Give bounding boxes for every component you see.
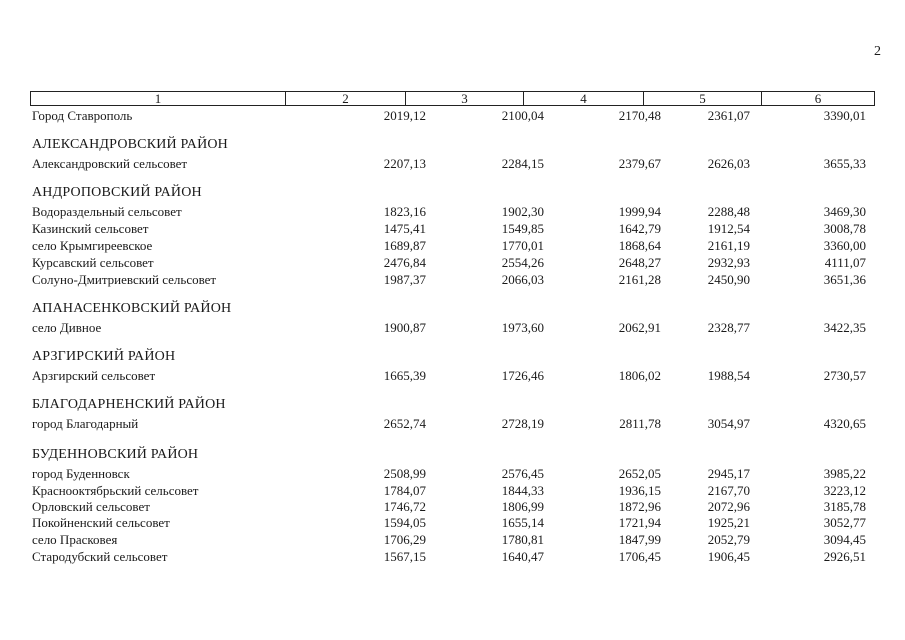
- row-value-col-3: 2576,45: [501, 466, 544, 481]
- table-row: [30, 204, 875, 220]
- row-value-col-4: 1872,96: [618, 499, 661, 514]
- row-value-col-4: 2811,78: [619, 416, 661, 431]
- row-value-col-2: 1900,87: [383, 320, 426, 335]
- row-value-col-6: 3422,35: [823, 320, 866, 335]
- row-name: Орловский сельсовет: [32, 499, 150, 514]
- row-name: город Благодарный: [32, 416, 139, 431]
- row-value-col-5: 2288,48: [707, 204, 750, 219]
- row-name: город Буденновск: [32, 466, 130, 481]
- row-value-col-5: 1988,54: [707, 368, 750, 383]
- row-value-col-4: 1936,15: [618, 483, 661, 498]
- header-cell-5: 5: [644, 92, 762, 105]
- row-value-col-6: 4320,65: [823, 416, 866, 431]
- section-title: АРЗГИРСКИЙ РАЙОН: [32, 349, 176, 364]
- row-value-col-3: 1844,33: [501, 483, 544, 498]
- row-value-col-3: 1780,81: [501, 532, 544, 547]
- row-value-col-6: 2730,57: [823, 368, 866, 383]
- row-value-col-3: 2100,04: [501, 108, 544, 123]
- table-row: [30, 515, 875, 531]
- row-value-col-5: 3054,97: [707, 416, 750, 431]
- row-value-col-4: 1706,45: [618, 549, 661, 564]
- row-value-col-2: 1823,16: [383, 204, 426, 219]
- row-value-col-5: 2945,17: [707, 466, 750, 481]
- row-value-col-3: 1770,01: [501, 238, 544, 253]
- row-name: Александровский сельсовет: [32, 156, 188, 171]
- row-value-col-6: 3655,33: [823, 156, 866, 171]
- row-value-col-2: 2476,84: [383, 255, 426, 270]
- row-value-col-3: 1549,85: [501, 221, 544, 236]
- row-value-col-4: 1999,94: [618, 204, 661, 219]
- row-value-col-2: 2652,74: [383, 416, 426, 431]
- row-value-col-3: 2066,03: [501, 272, 544, 287]
- table-row: [30, 221, 875, 237]
- row-value-col-6: 3094,45: [823, 532, 866, 547]
- table-row: [30, 108, 875, 124]
- row-name: село Крымгиреевское: [32, 238, 153, 253]
- row-value-col-5: 2161,19: [707, 238, 750, 253]
- table-row: [30, 466, 875, 482]
- row-value-col-2: 1987,37: [383, 272, 426, 287]
- header-cell-3: 3: [406, 92, 524, 105]
- row-value-col-6: 3008,78: [823, 221, 866, 236]
- row-value-col-4: 2379,67: [618, 156, 661, 171]
- row-value-col-5: 1906,45: [707, 549, 750, 564]
- row-value-col-2: 1706,29: [383, 532, 426, 547]
- header-cell-4: 4: [524, 92, 644, 105]
- row-value-col-6: 4111,07: [824, 255, 866, 270]
- section-title: АНДРОПОВСКИЙ РАЙОН: [32, 185, 202, 200]
- table-row: [30, 156, 875, 172]
- table-row: [30, 499, 875, 515]
- row-value-col-3: 1726,46: [501, 368, 544, 383]
- table-row: [30, 416, 875, 432]
- row-value-col-2: 1784,07: [383, 483, 426, 498]
- row-name: Курсавский сельсовет: [32, 255, 154, 270]
- row-name: село Прасковея: [32, 532, 118, 547]
- row-value-col-6: 3985,22: [823, 466, 866, 481]
- table-row: [30, 368, 875, 384]
- table-row: [30, 549, 875, 565]
- row-value-col-6: 3223,12: [823, 483, 866, 498]
- row-value-col-2: 2508,99: [383, 466, 426, 481]
- page-number: 2: [874, 44, 881, 59]
- table-row: [30, 238, 875, 254]
- row-name: село Дивное: [32, 320, 102, 335]
- table-row: [30, 272, 875, 288]
- section-title: АПАНАСЕНКОВСКИЙ РАЙОН: [32, 301, 232, 316]
- row-value-col-5: 2450,90: [707, 272, 750, 287]
- row-value-col-6: 3469,30: [823, 204, 866, 219]
- row-value-col-5: 2361,07: [707, 108, 750, 123]
- table-row: [30, 255, 875, 271]
- table-header: [30, 91, 875, 106]
- row-value-col-3: 1640,47: [501, 549, 544, 564]
- row-value-col-4: 1642,79: [618, 221, 661, 236]
- table-row: [30, 483, 875, 499]
- row-value-col-4: 2648,27: [618, 255, 661, 270]
- row-value-col-2: 1594,05: [383, 515, 426, 530]
- row-value-col-3: 1973,60: [501, 320, 544, 335]
- header-cell-2: 2: [286, 92, 406, 105]
- row-value-col-4: 2161,28: [618, 272, 661, 287]
- row-value-col-4: 1721,94: [618, 515, 661, 530]
- row-value-col-5: 2167,70: [707, 483, 750, 498]
- row-value-col-4: 1847,99: [618, 532, 661, 547]
- row-name: Покойненский сельсовет: [32, 515, 170, 530]
- row-name: Арзгирский сельсовет: [32, 368, 156, 383]
- row-value-col-4: 1806,02: [618, 368, 661, 383]
- row-value-col-6: 3651,36: [823, 272, 866, 287]
- row-value-col-2: 2019,12: [383, 108, 426, 123]
- header-cell-1: 1: [31, 92, 286, 105]
- row-value-col-6: 3390,01: [823, 108, 866, 123]
- row-value-col-4: 2652,05: [618, 466, 661, 481]
- row-value-col-5: 2072,96: [707, 499, 750, 514]
- row-value-col-5: 2052,79: [707, 532, 750, 547]
- row-value-col-3: 2554,26: [501, 255, 544, 270]
- row-name: Водораздельный сельсовет: [32, 204, 182, 219]
- row-value-col-6: 3360,00: [823, 238, 866, 253]
- header-cell-6: 6: [814, 91, 822, 106]
- row-value-col-6: 3185,78: [823, 499, 866, 514]
- row-value-col-5: 2626,03: [707, 156, 750, 171]
- row-value-col-3: 2284,15: [501, 156, 544, 171]
- row-value-col-2: 1475,41: [383, 221, 426, 236]
- row-value-col-3: 1655,14: [501, 515, 544, 530]
- row-value-col-2: 1689,87: [383, 238, 426, 253]
- row-value-col-2: 1746,72: [383, 499, 426, 514]
- row-value-col-2: 1567,15: [383, 549, 426, 564]
- row-value-col-6: 3052,77: [823, 515, 866, 530]
- row-value-col-4: 2170,48: [618, 108, 661, 123]
- row-name: Краснооктябрьский сельсовет: [32, 483, 199, 498]
- row-value-col-4: 1868,64: [618, 238, 661, 253]
- section-title: АЛЕКСАНДРОВСКИЙ РАЙОН: [32, 137, 228, 152]
- row-value-col-2: 2207,13: [383, 156, 426, 171]
- row-value-col-5: 2932,93: [707, 255, 750, 270]
- row-name: Солуно-Дмитриевский сельсовет: [32, 272, 217, 287]
- section-title: БУДЕННОВСКИЙ РАЙОН: [32, 447, 199, 462]
- row-value-col-6: 2926,51: [823, 549, 866, 564]
- row-value-col-2: 1665,39: [383, 368, 426, 383]
- row-name: Стародубский сельсовет: [32, 549, 168, 564]
- table-row: [30, 320, 875, 336]
- section-title: БЛАГОДАРНЕНСКИЙ РАЙОН: [32, 397, 226, 412]
- row-value-col-5: 2328,77: [707, 320, 750, 335]
- row-name: Город Ставрополь: [32, 108, 133, 123]
- row-value-col-3: 1806,99: [501, 499, 544, 514]
- row-value-col-5: 1912,54: [707, 221, 750, 236]
- row-value-col-3: 1902,30: [501, 204, 544, 219]
- table-row: [30, 532, 875, 548]
- row-value-col-4: 2062,91: [618, 320, 661, 335]
- row-value-col-5: 1925,21: [707, 515, 750, 530]
- row-value-col-3: 2728,19: [501, 416, 544, 431]
- row-name: Казинский сельсовет: [32, 221, 149, 236]
